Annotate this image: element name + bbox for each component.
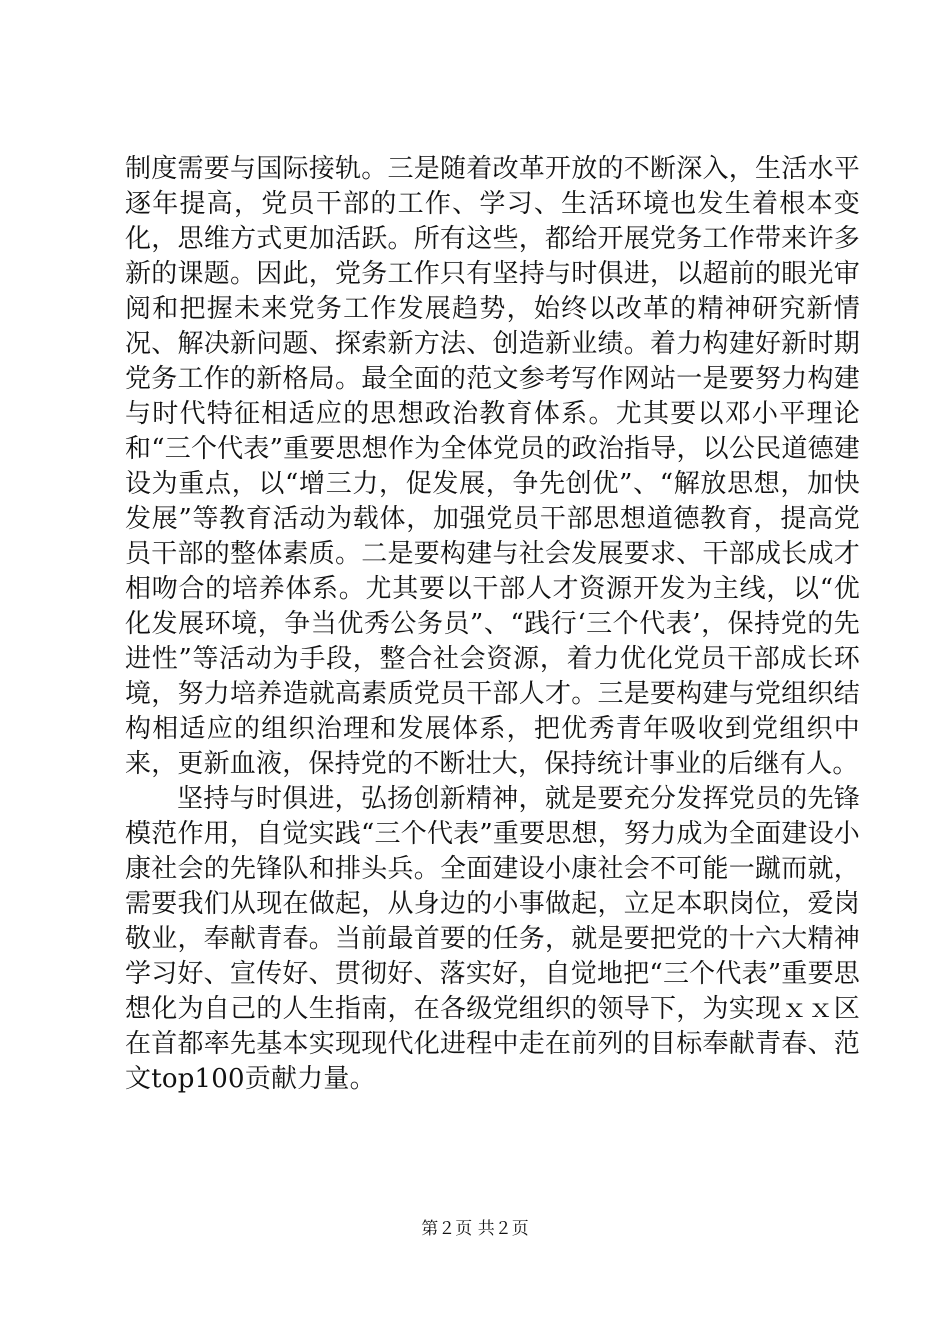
- page-footer: 第２页 共２页: [421, 1219, 529, 1239]
- paragraph-1: 制度需要与国际接轨。三是随着改革开放的不断深入，生活水平逐年提高，党员干部的工作、学习、生活环境也发生着根本变化，思维方式更加活跃。所有这些，都给开展党务工作带来许多新的课题。因此，党务工作只有坚持与时俱进，以超前的眼光审阅和把握未来党务工作发展趋势，始终以改革的精神研究新情况、解决新问题、探索新方法、创造新业绩。着力构建好新时期党务工作的新格局。最全面的范文参考写作网站一是要努力构建与时代特征相适应的思想政治教育体系。尤其要以邓小平理论和“三个代表”重要思想作为全体党员的政治指导，以公民道德建设为重点，以“增三力，促发展，争先创优”、“解放思想，加快发展”等教育活动为载体，加强党员干部思想道德教育，提高党员干部的整体素质。二是要构建与社会发展要求、干部成长成才相吻合的培养体系。尤其要以干部人才资源开发为主线，以“优化发展环境，争当优秀公务员”、“践行‘三个代表’，保持党的先进性”等活动为手段，整合社会资源，着力优化党员干部成长环境，努力培养造就高素质党员干部人才。三是要构建与党组织结构相适应的组织治理和发展体系，把优秀青年吸收到党组织中来，更新血液，保持党的不断壮大，保持统计事业的后继有人。: [125, 154, 860, 779]
- document-body: [125, 152, 860, 1097]
- paragraph-2: 坚持与时俱进，弘扬创新精神，就是要充分发挥党员的先锋模范作用，自觉实践“三个代表”重要思想，努力成为全面建设小康社会的先锋队和排头兵。全面建设小康社会不可能一蹴而就，需要我们从现在做起，从身边的小事做起，立足本职岗位，爱岗敬业，奉献青春。当前最首要的任务，就是要把党的十六大精神学习好、宣传好、贯彻好、落实好，自觉地把“三个代表”重要思想化为自己的人生指南，在各级党组织的领导下，为实现ｘｘ区在首都率先基本实现现代化进程中走在前列的目标奉献青春、范文top100贡献力量。: [125, 784, 860, 1094]
